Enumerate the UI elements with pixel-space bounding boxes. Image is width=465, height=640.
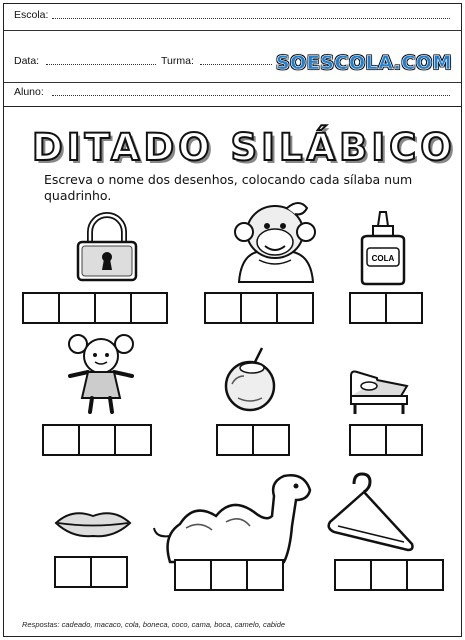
syllable-box[interactable] [114, 424, 152, 456]
syllable-box[interactable] [252, 424, 290, 456]
class-line[interactable] [200, 64, 272, 65]
syllable-box[interactable] [90, 556, 128, 588]
syllable-box[interactable] [130, 292, 168, 324]
syllable-box[interactable] [385, 424, 423, 456]
monkey-icon [229, 194, 321, 286]
answer-key: Respostas: cadeado, macaco, cola, boneca, coco, cama, boca, camelo, cabide [22, 620, 286, 629]
student-label: Aluno: [14, 86, 44, 98]
answer-boxes-bed [349, 424, 423, 456]
class-label: Turma: [161, 55, 194, 67]
syllable-box[interactable] [385, 292, 423, 324]
school-row [4, 4, 461, 31]
syllable-box[interactable] [94, 292, 132, 324]
syllable-box[interactable] [216, 424, 254, 456]
brand-logo: SOESCOLA.COM [276, 52, 452, 74]
date-label: Data: [14, 55, 40, 67]
syllable-box[interactable] [370, 559, 408, 591]
syllable-box[interactable] [240, 292, 278, 324]
answer-boxes-lips [54, 556, 128, 588]
date-line[interactable] [46, 64, 156, 65]
syllable-box[interactable] [276, 292, 314, 324]
glue-bottle-icon [356, 210, 410, 286]
syllable-box[interactable] [204, 292, 242, 324]
padlock-icon [72, 210, 142, 282]
answer-boxes-camel [174, 559, 284, 591]
syllable-box[interactable] [349, 424, 387, 456]
coconut-icon [222, 346, 282, 412]
glue-label: COLA [371, 254, 395, 263]
syllable-box[interactable] [210, 559, 248, 591]
answer-boxes-monkey [204, 292, 314, 324]
lips-icon [54, 506, 132, 540]
camel-icon [150, 466, 316, 566]
school-line[interactable] [52, 18, 450, 19]
worksheet-title: DITADO SILÁBICO [32, 126, 456, 169]
answer-boxes-padlock [22, 292, 168, 324]
answer-boxes-coconut [216, 424, 290, 456]
bed-icon [347, 366, 411, 416]
instructions-text: Escreva o nome dos desenhos, colocando cada sílaba num quadrinho. [44, 172, 413, 203]
syllable-box[interactable] [334, 559, 372, 591]
worksheet-page [3, 3, 462, 637]
syllable-box[interactable] [22, 292, 60, 324]
school-label: Escola: [14, 9, 49, 21]
syllable-box[interactable] [42, 424, 80, 456]
syllable-box[interactable] [54, 556, 92, 588]
syllable-box[interactable] [174, 559, 212, 591]
student-line[interactable] [52, 95, 450, 96]
answer-boxes-doll [42, 424, 152, 456]
answer-boxes-glue [349, 292, 423, 324]
answer-boxes-hanger [334, 559, 444, 591]
hanger-icon [324, 470, 416, 556]
syllable-box[interactable] [58, 292, 96, 324]
syllable-box[interactable] [406, 559, 444, 591]
doll-icon [62, 332, 140, 416]
syllable-box[interactable] [246, 559, 284, 591]
student-row [4, 83, 461, 107]
syllable-box[interactable] [349, 292, 387, 324]
syllable-box[interactable] [78, 424, 116, 456]
